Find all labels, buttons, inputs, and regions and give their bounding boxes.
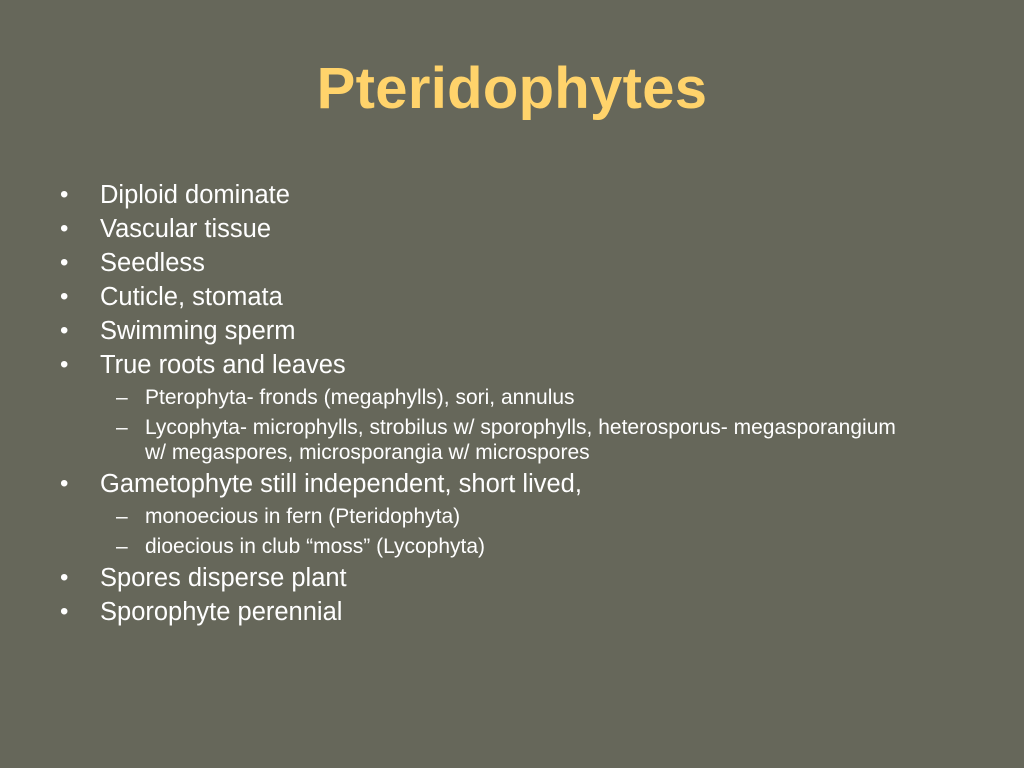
bullet-text: Sporophyte perennial — [100, 598, 343, 626]
bullet-icon: • — [60, 215, 69, 242]
subbullet-item-dioecious — [116, 531, 958, 561]
subbullet-text: Lycophyta- microphylls, strobilus w/ sporophylls, heterosporus- megasporangium w/ megaspores, microsporangia w/ microspores — [145, 416, 896, 464]
bullet-icon: • — [60, 317, 69, 344]
slide-title: Pteridophytes — [316, 56, 708, 121]
dash-icon: – — [116, 505, 128, 528]
bullet-text: Cuticle, stomata — [100, 283, 283, 311]
bullet-item-seedless — [58, 246, 958, 280]
bullet-icon: • — [60, 249, 69, 276]
bullet-icon: • — [60, 564, 69, 591]
bullet-item-diploid — [58, 178, 958, 212]
bullet-text: Seedless — [100, 249, 205, 277]
bullet-text: Gametophyte still independent, short lived, — [100, 470, 582, 498]
dash-icon: – — [116, 416, 128, 439]
subbullet-item-lycophyta — [116, 412, 958, 467]
dash-icon: – — [116, 535, 128, 558]
subbullet-item-monoecious — [116, 501, 958, 531]
bullet-item-vascular — [58, 212, 958, 246]
bullet-icon: • — [60, 283, 69, 310]
bullet-text: Swimming sperm — [100, 317, 296, 345]
bullet-text: True roots and leaves — [100, 351, 346, 379]
bullet-icon: • — [60, 181, 69, 208]
bullet-item-sperm — [58, 314, 958, 348]
dash-icon: – — [116, 386, 128, 409]
bullet-icon: • — [60, 598, 69, 625]
bullet-text: Vascular tissue — [100, 215, 272, 243]
bullet-list — [58, 178, 958, 629]
subbullet-text: dioecious in club “moss” (Lycophyta) — [145, 535, 486, 558]
subbullet-text: monoecious in fern (Pteridophyta) — [145, 505, 461, 528]
bullet-text: Spores disperse plant — [100, 564, 347, 592]
bullet-item-spores — [58, 561, 958, 595]
bullet-item-roots-leaves — [58, 348, 958, 382]
subbullet-text: Pterophyta- fronds (megaphylls), sori, annulus — [145, 386, 575, 409]
bullet-icon: • — [60, 470, 69, 497]
bullet-item-cuticle — [58, 280, 958, 314]
subbullet-item-pterophyta — [116, 382, 958, 412]
bullet-item-gametophyte — [58, 467, 958, 501]
bullet-item-sporophyte — [58, 595, 958, 629]
bullet-text: Diploid dominate — [100, 181, 290, 209]
bullet-icon: • — [60, 351, 69, 378]
